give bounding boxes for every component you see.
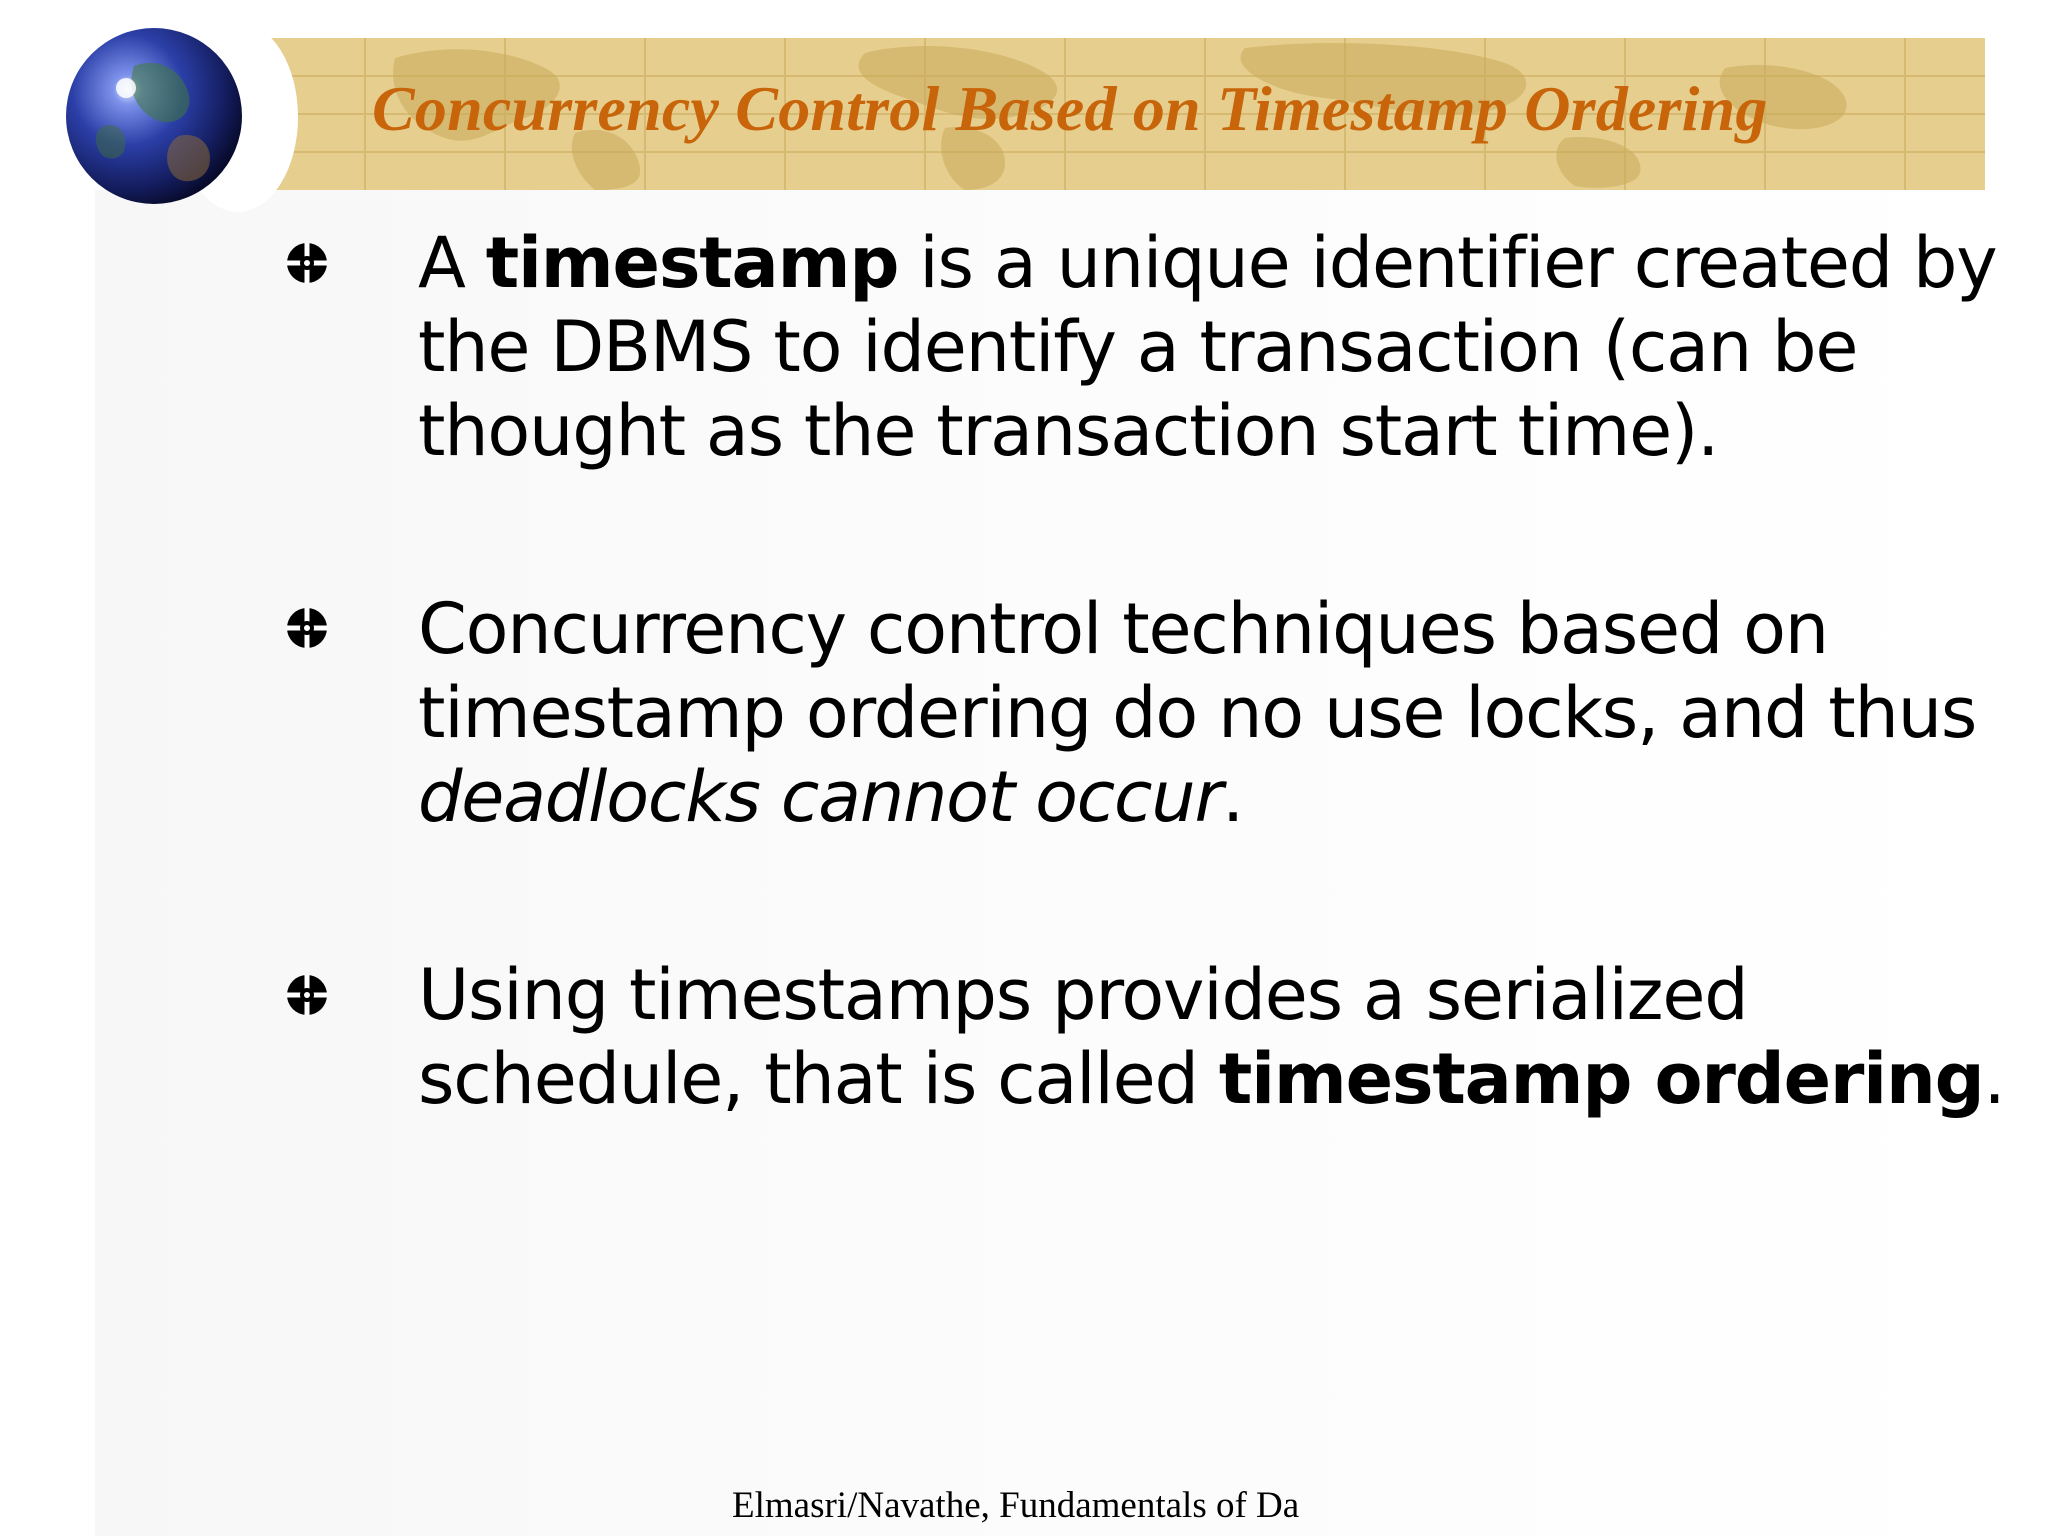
bullet-text-suffix: . [1222, 756, 1244, 838]
emphasis-term: timestamp ordering [1218, 1038, 1984, 1120]
bullet-text [418, 221, 2018, 473]
italic-phrase: deadlocks cannot occur [418, 756, 1223, 838]
bullet-text-prefix: Concurrency control techniques based on timestamp ordering do no use locks, and thus [418, 588, 1977, 754]
emphasis-term: timestamp [485, 222, 899, 304]
bullet-text [418, 953, 2018, 1121]
bullet-text-suffix: is a unique identifier created by the DBMS to identify a transaction (can be thought as the transaction start time). [418, 222, 1997, 472]
bullet-text-prefix: Using timestamps provides a serialized schedule, that is called [418, 954, 1748, 1120]
crosshair-bullet-icon [285, 606, 329, 650]
bullet-text [418, 587, 2018, 839]
crosshair-bullet-icon [285, 241, 329, 285]
bullet-text-prefix: A [418, 222, 486, 304]
bullet-text-suffix: . [1983, 1038, 2005, 1120]
crosshair-bullet-icon [285, 973, 329, 1017]
slide-title: Concurrency Control Based on Timestamp Ordering [372, 73, 1768, 144]
globe-icon [64, 26, 244, 206]
footer-citation: Elmasri/Navathe, Fundamentals of Da [732, 1485, 1300, 1526]
